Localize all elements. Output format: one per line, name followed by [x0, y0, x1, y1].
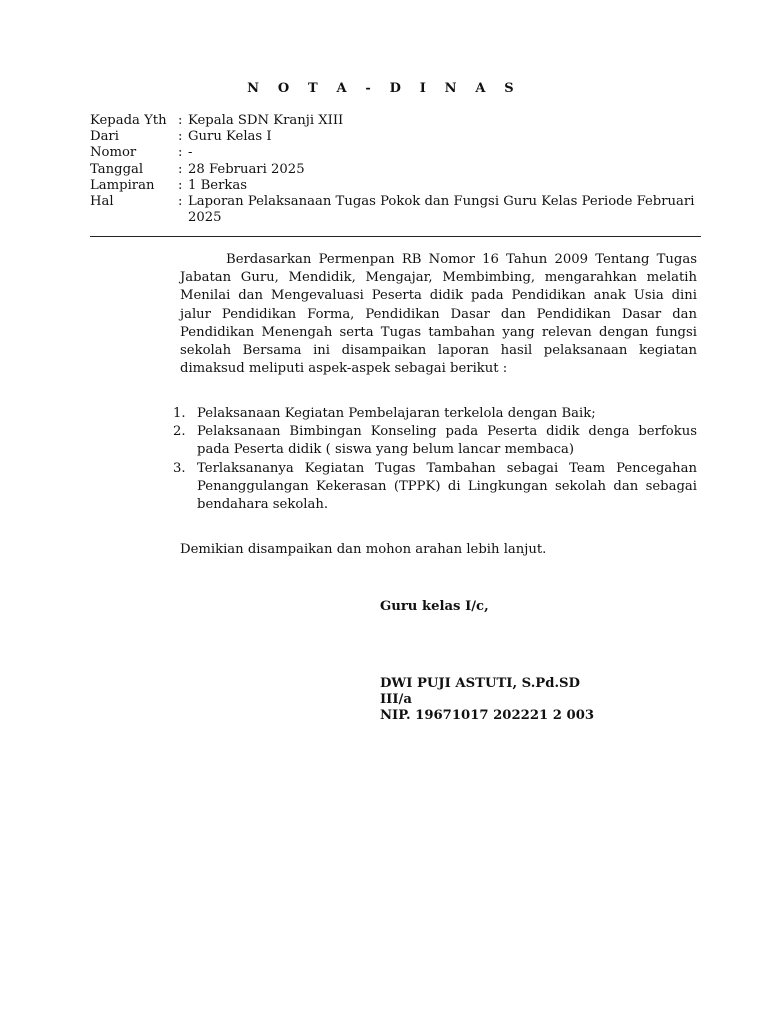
header-value: 28 Februari 2025 — [188, 161, 305, 177]
header-row-subject — [90, 194, 700, 226]
header-label: Nomor — [90, 145, 137, 161]
header-colon: : — [178, 129, 183, 145]
list-text: Terlaksananya Kegiatan Tugas Tambahan sebagai Team Pencegahan Penanggulangan Kekerasan (TPPK) di Lingkungan sekolah dan sebagai bendahara sekolah. — [197, 460, 697, 513]
header-colon: : — [178, 161, 183, 177]
document-title: N O T A - D I N A S — [247, 81, 521, 96]
header-label: Lampiran — [90, 177, 155, 193]
header-row-attachment — [90, 178, 700, 194]
memo-header — [90, 113, 700, 226]
header-row-sender — [90, 129, 700, 145]
list-item — [173, 460, 697, 515]
report-list — [173, 405, 697, 514]
header-value: Laporan Pelaksanaan Tugas Pokok dan Fungsi Guru Kelas Periode Februari 2025 — [188, 194, 695, 226]
list-text: Pelaksanaan Kegiatan Pembelajaran terkelola dengan Baik; — [197, 406, 596, 421]
header-colon: : — [178, 194, 183, 210]
list-text: Pelaksanaan Bimbingan Konseling pada Peserta didik denga berfokus pada Peserta didik ( siswa yang belum lancar membaca) — [197, 424, 697, 458]
header-row-number — [90, 145, 700, 161]
list-number: 2. — [173, 424, 186, 440]
list-number: 3. — [173, 460, 186, 476]
header-divider — [90, 236, 701, 237]
header-row-date — [90, 162, 700, 178]
header-label: Kepada Yth — [90, 113, 167, 128]
closing-sentence: Demikian disampaikan dan mohon arahan lebih lanjut. — [180, 542, 547, 557]
list-item — [173, 423, 697, 459]
header-value: - — [188, 145, 193, 161]
header-value: Kepala SDN Kranji XIII — [188, 113, 344, 128]
header-row-recipient — [90, 113, 700, 129]
header-value: 1 Berkas — [188, 177, 248, 193]
signer-name: DWI PUJI ASTUTI, S.Pd.SD — [380, 676, 580, 691]
signer-nip: NIP. 19671017 202221 2 003 — [380, 708, 595, 724]
signer-rank: III/a — [380, 692, 412, 708]
header-label: Dari — [90, 129, 119, 145]
body-paragraph: Berdasarkan Permenpan RB Nomor 16 Tahun 2009 Tentang Tugas Jabatan Guru, Mendidik, Mengajar, Membimbing, mengarahkan melatih Menilai dan Mengevaluasi Peserta didik pada Pendidikan anak Usia dini jalur Pendidikan Forma, Pendidikan Dasar dan Pendidikan Dasar dan Pendidikan Menengah serta Tugas tambahan yang relevan dengan fungsi sekolah Bersama ini disampaikan laporan hasil pelaksanaan kegiatan dimaksud meliputi aspek-aspek sebagai berikut : — [180, 252, 697, 377]
signature-title: Guru kelas I/c, — [380, 599, 489, 614]
header-label: Tanggal — [90, 161, 144, 177]
header-label: Hal — [90, 194, 114, 210]
header-colon: : — [178, 177, 183, 193]
signature-block — [380, 676, 594, 725]
header-value: Guru Kelas I — [188, 129, 272, 145]
header-colon: : — [178, 113, 183, 128]
header-colon: : — [178, 145, 183, 161]
list-item — [173, 405, 697, 423]
list-number: 1. — [173, 406, 186, 421]
